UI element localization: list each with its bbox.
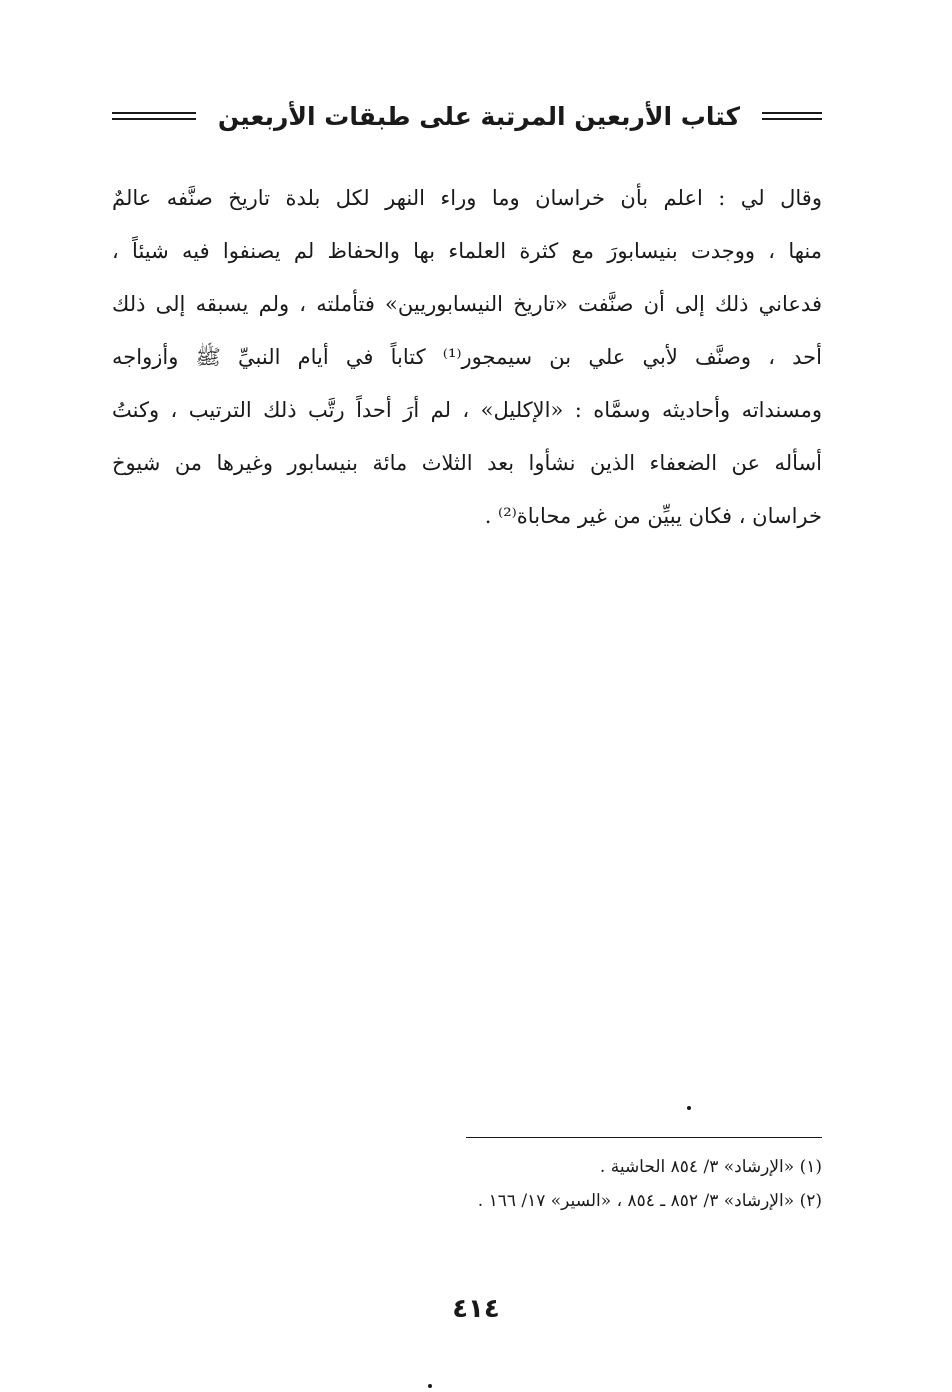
text-line: أحد ، وصنَّف لأبي علي بن سيمجور⁽¹⁾ كتاباً في أيام النبيِّ ﷺ وأزواجه bbox=[112, 345, 823, 369]
text-line: وقال لي : اعلم بأن خراسان وما وراء النهر لكل بلدة تاريخ صنَّفه عالمٌ bbox=[112, 186, 822, 210]
text-line: أسأله عن الضعفاء الذين نشأوا بعد الثلاث مائة بنيسابور وغيرها من شيوخ bbox=[112, 451, 822, 475]
footnote: (١) «الإرشاد» ٣/ ٨٥٤ الحاشية . bbox=[599, 1157, 822, 1177]
text-line: فدعاني ذلك إلى أن صنَّفت «تاريخ النيسابوريين» فتأملته ، ولم يسبقه إلى ذلك bbox=[112, 292, 822, 316]
header-title: كتاب الأربعين المرتبة على طبقات الأربعين bbox=[217, 101, 740, 131]
ink-speck bbox=[428, 1384, 432, 1388]
text-line: خراسان ، فكان يبيِّن من غير محاباة⁽²⁾ . bbox=[484, 504, 822, 528]
footnotes bbox=[112, 1150, 822, 1218]
footnote: (٢) «الإرشاد» ٣/ ٨٥٢ ـ ٨٥٤ ، «السير» ١٧/ ١٦٦ . bbox=[477, 1191, 822, 1211]
running-header bbox=[112, 96, 822, 136]
text-line: ومسنداته وأحاديثه وسمَّاه : «الإكليل» ، لم أرَ أحداً رتَّب ذلك الترتيب ، وكنتُ bbox=[112, 398, 822, 422]
page-number: ٤١٤ bbox=[452, 1294, 500, 1324]
footnote-separator bbox=[466, 1137, 822, 1138]
header-rule-right bbox=[762, 112, 822, 120]
header-rule-left bbox=[112, 112, 196, 120]
text-line: منها ، ووجدت بنيسابورَ مع كثرة العلماء بها والحفاظ لم يصنفوا فيه شيئاً ، bbox=[112, 239, 822, 263]
main-text bbox=[112, 172, 822, 543]
ink-speck bbox=[687, 1106, 691, 1110]
